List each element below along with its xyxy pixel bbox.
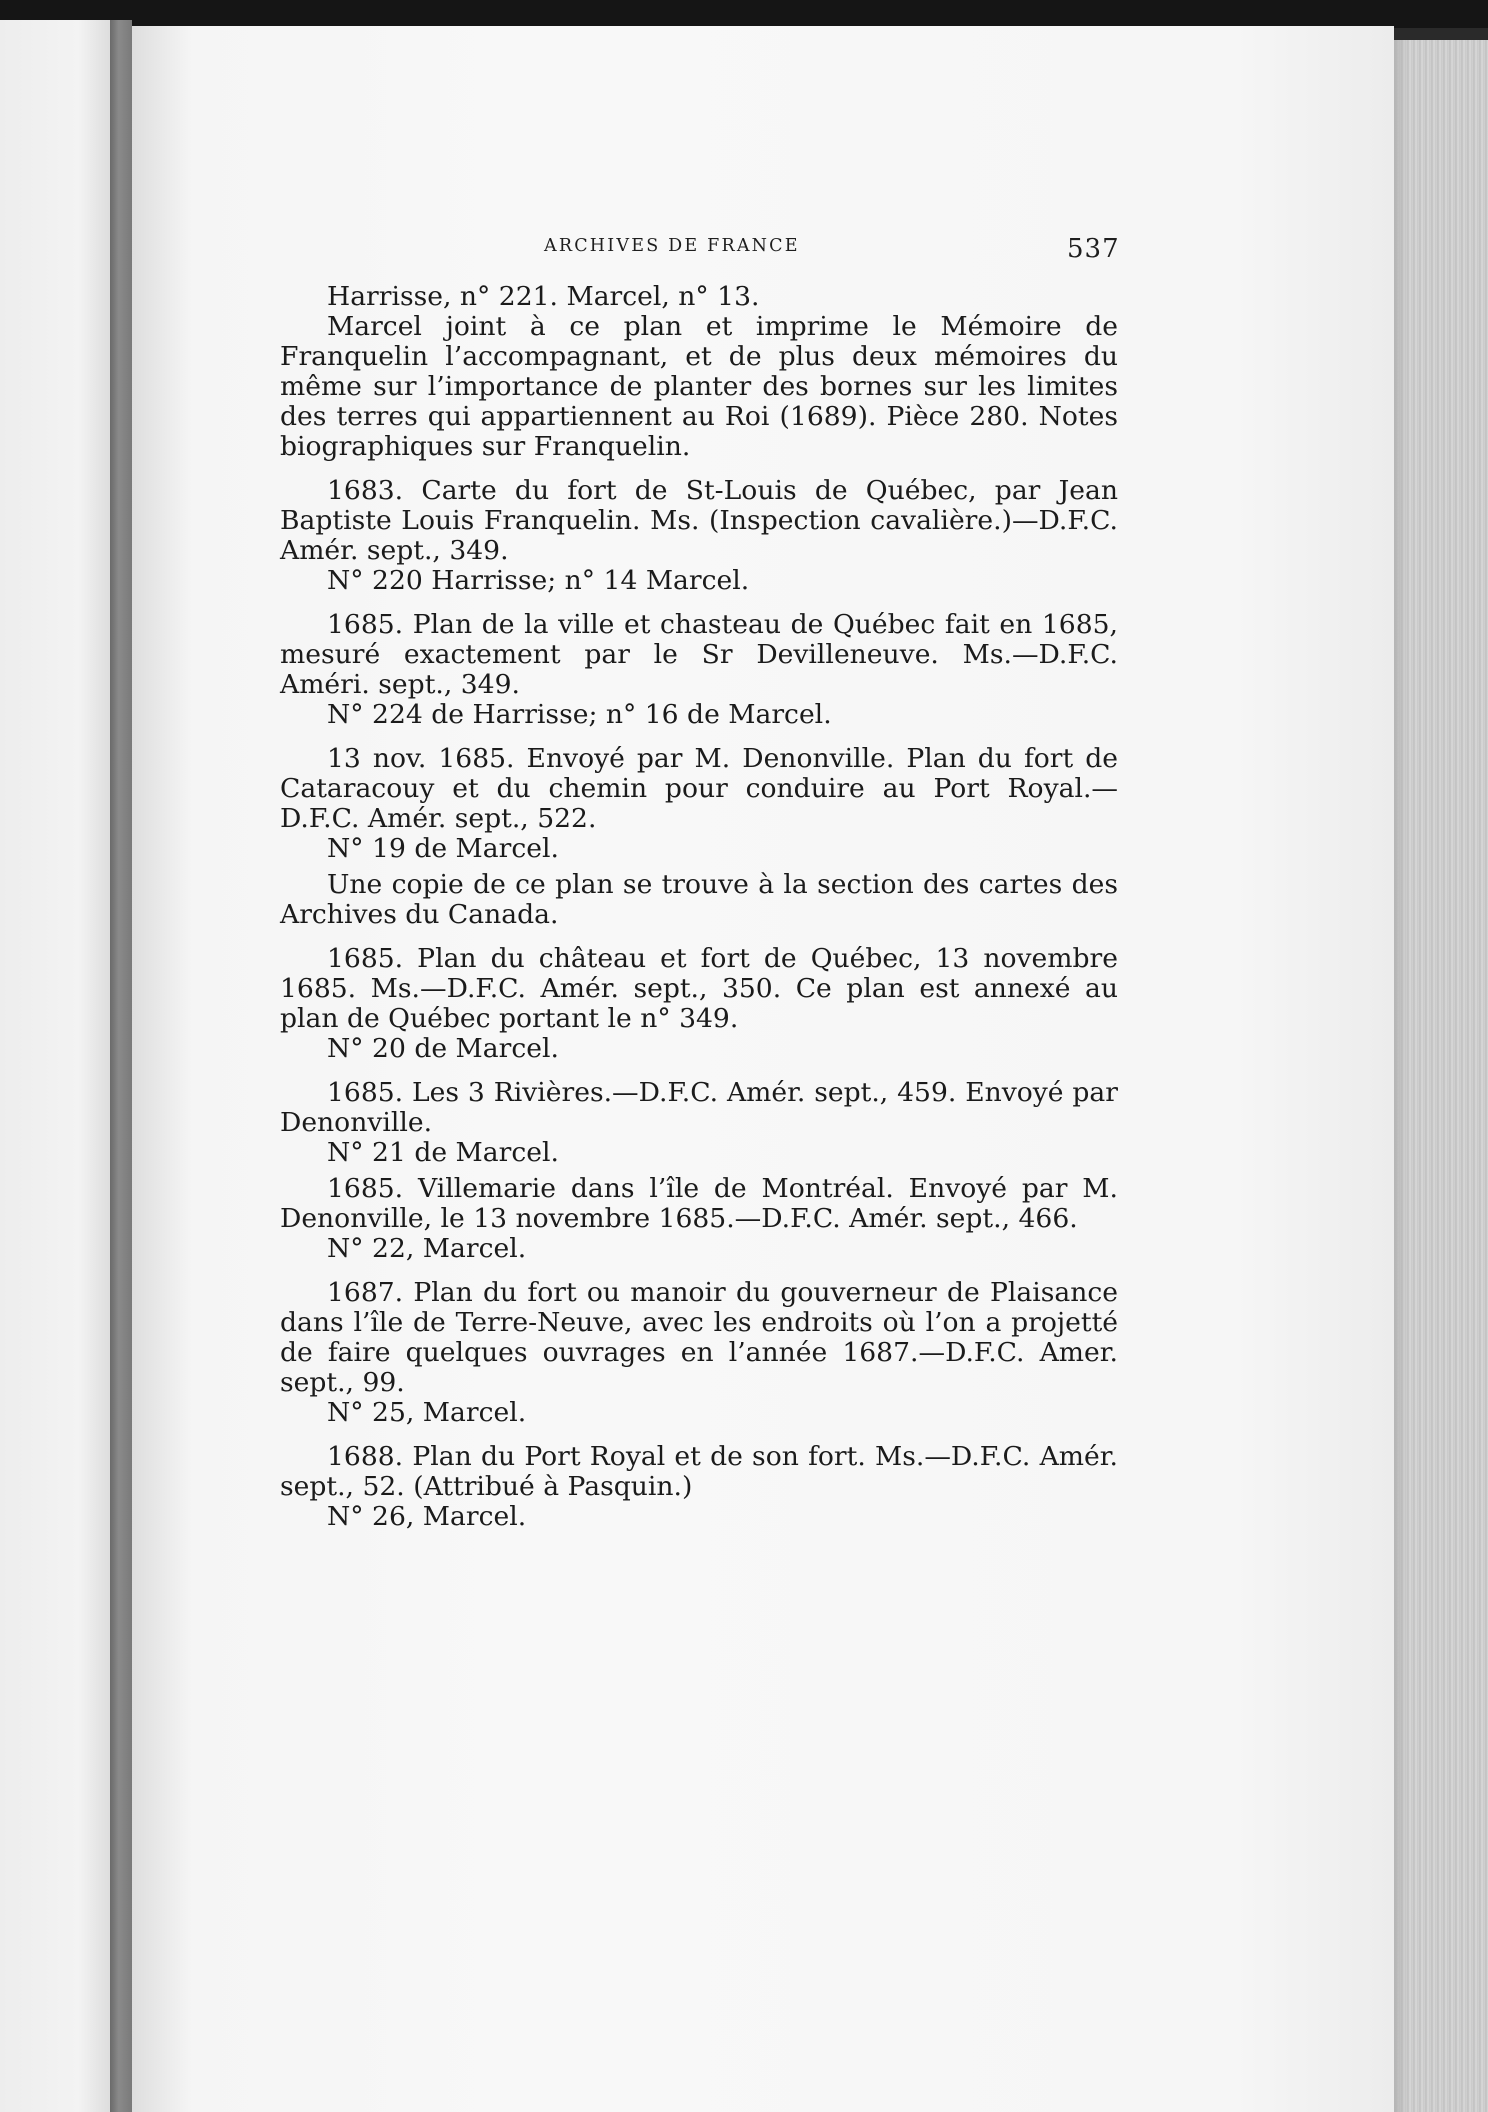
paragraph-1687-plaisance: 1687. Plan du fort ou manoir du gouverneur de Plaisance dans l’île de Terre-Neuve, avec les endroits où l’on a projetté de faire quelques ouvrages en l’année 1687.—D.F.C. Amer. sept., 99. (280, 1277, 1118, 1398)
paragraph-marcel-memoire: Marcel joint à ce plan et imprime le Mémoire de Franquelin l’accompagnant, et de plus deux mémoires du même sur l’importance de planter des bornes sur les limites des terres qui appartiennent au Roi (1689). Pièce 280. Notes biographiques sur Franquelin. (280, 311, 1118, 462)
paragraph-1683-carte: 1683. Carte du fort de St-Louis de Québec, par Jean Baptiste Louis Franquelin. Ms. (Inspection cavalière.)—D.F.C. Amér. sept., 349. (280, 475, 1118, 566)
running-head: ARCHIVES DE FRANCE (544, 236, 800, 256)
paragraph-1685-trois-rivieres: 1685. Les 3 Rivières.—D.F.C. Amér. sept., 459. Envoyé par Denonville. (280, 1077, 1118, 1138)
facing-page-edge (0, 20, 112, 2112)
paragraph-1688-port-royal: 1688. Plan du Port Royal et de son fort. Ms.—D.F.C. Amér. sept., 52. (Attribué à Pasquin.) (280, 1441, 1118, 1502)
page-edge-shadow (1394, 40, 1408, 2112)
page-number: 537 (1067, 234, 1120, 264)
paragraph-n25: N° 25, Marcel. (327, 1397, 527, 1428)
paragraph-copie-plan: Une copie de ce plan se trouve à la section des cartes des Archives du Canada. (280, 869, 1118, 930)
paragraph-n19: N° 19 de Marcel. (327, 833, 559, 864)
paragraph-n220: N° 220 Harrisse; n° 14 Marcel. (327, 565, 750, 596)
paragraph-1685-villemarie: 1685. Villemarie dans l’île de Montréal. Envoyé par M. Denonville, le 13 novembre 1685.—D.F.C. Amér. sept., 466. (280, 1173, 1118, 1234)
page-block-edge (1394, 40, 1488, 2112)
paragraph-n20: N° 20 de Marcel. (327, 1033, 559, 1064)
paragraph-1685-plan-ville: 1685. Plan de la ville et chasteau de Québec fait en 1685, mesuré exactement par le Sr Devilleneuve. Ms.—D.F.C. Améri. sept., 349. (280, 609, 1118, 700)
page-body (280, 282, 1118, 1532)
paragraph-n21: N° 21 de Marcel. (327, 1137, 559, 1168)
book-gutter (110, 20, 132, 2112)
paragraph-1685-chateau: 1685. Plan du château et fort de Québec, 13 novembre 1685. Ms.—D.F.C. Amér. sept., 350. Ce plan est annexé au plan de Québec portant le n° 349. (280, 943, 1118, 1034)
scan-top-border (0, 0, 1488, 28)
paragraph-13-nov-1685: 13 nov. 1685. Envoyé par M. Denonville. Plan du fort de Cataracouy et du chemin pour conduire au Port Royal.—D.F.C. Amér. sept., 522. (280, 743, 1118, 834)
paragraph-n224: N° 224 de Harrisse; n° 16 de Marcel. (327, 699, 832, 730)
paragraph-n22: N° 22, Marcel. (327, 1233, 527, 1264)
paragraph-n26: N° 26, Marcel. (327, 1501, 527, 1532)
paragraph-harrisse-221: Harrisse, n° 221. Marcel, n° 13. (327, 281, 760, 312)
